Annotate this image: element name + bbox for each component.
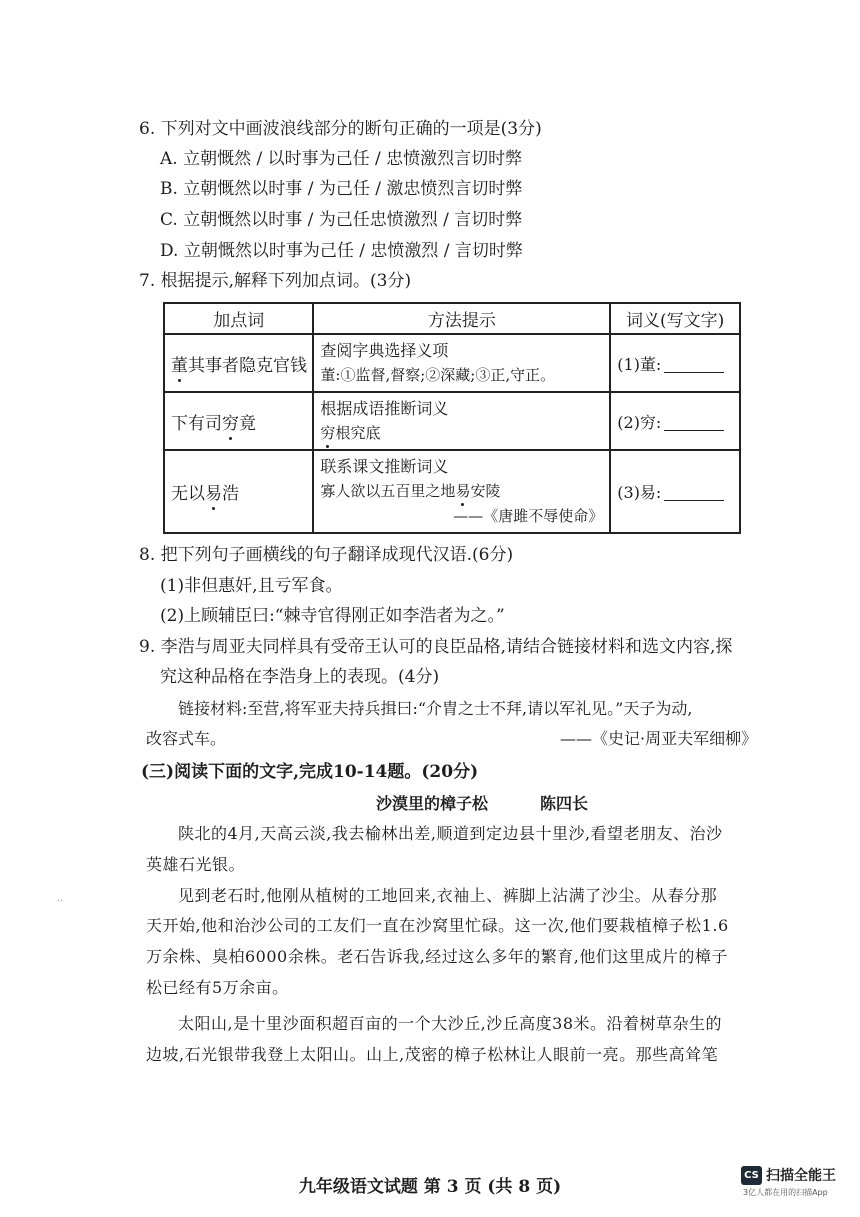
dotted-char: 穷 bbox=[222, 413, 239, 434]
article-paragraph-line: 万余株、臭柏6000余株。老石告诉我,经过这么多年的繁育,他们这里成片的樟子 bbox=[146, 947, 728, 966]
q9-material-line2: 改容式车。 bbox=[146, 729, 227, 748]
article-paragraph-line: 陕北的4月,天高云淡,我去榆林出差,顺道到定边县十里沙,看望老朋友、治沙 bbox=[178, 824, 723, 843]
article-paragraph-line: 英雄石光银。 bbox=[146, 855, 246, 874]
row3-hint bbox=[313, 450, 610, 533]
row3-hint-ex-a: 寡人欲以五百里之地 bbox=[320, 482, 456, 500]
table-row bbox=[164, 334, 740, 392]
q6-option-c: C. 立朝慨然以时事 / 为己任忠愤激烈 / 言切时弊 bbox=[160, 210, 523, 230]
row1-answer bbox=[610, 334, 740, 392]
row3-hint-source: ——《唐雎不辱使命》 bbox=[453, 507, 604, 525]
article-paragraph-line: 天开始,他和治沙公司的工友们一直在沙窝里忙碌。这一次,他们要栽植樟子松1.6 bbox=[146, 916, 729, 935]
row3-hint-title: 联系课文推断词义 bbox=[320, 457, 449, 476]
dotted-char: 易 bbox=[455, 482, 471, 500]
dotted-char: 穷 bbox=[320, 424, 336, 442]
article-paragraph-line: 太阳山,是十里沙面积超百亩的一个大沙丘,沙丘高度38米。沿着树草杂生的 bbox=[178, 1014, 723, 1033]
table-row bbox=[164, 450, 740, 533]
scanner-watermark bbox=[741, 1163, 853, 1197]
q8-item-1: (1)非但惠奸,且亏军食。 bbox=[160, 576, 343, 596]
row2-answer bbox=[610, 392, 740, 450]
article-paragraph-line: 边坡,石光银带我登上太阳山。山上,茂密的樟子松林让人眼前一亮。那些高耸笔 bbox=[146, 1045, 719, 1064]
watermark-name: 扫描全能王 bbox=[766, 1168, 836, 1184]
row2-hint-ex-c: 根究底 bbox=[335, 424, 381, 442]
article-paragraph-line: 见到老石时,他刚从植树的工地回来,衣袖上、裤脚上沾满了沙尘。从春分那 bbox=[178, 886, 718, 905]
row2-hint-title: 根据成语推断词义 bbox=[320, 399, 449, 418]
dotted-char: 易 bbox=[205, 484, 222, 504]
row3-word bbox=[164, 450, 313, 533]
row3-hint-example bbox=[320, 479, 603, 504]
q9-stem-line2: 究这种品格在李浩身上的表现。(4分) bbox=[160, 667, 440, 687]
row2-word bbox=[164, 392, 313, 450]
row2-hint-example bbox=[320, 421, 603, 446]
row3-word-c: 浩 bbox=[222, 484, 239, 504]
q9-material-line1: 链接材料:至营,将军亚夫持兵揖曰:“介胄之士不拜,请以军礼见。”天子为动, bbox=[178, 699, 693, 718]
row1-hint bbox=[313, 334, 610, 392]
row2-answer-label: (2)穷: bbox=[617, 412, 662, 432]
table-row bbox=[164, 392, 740, 450]
q9-stem-line1: 9. 李浩与周亚夫同样具有受帝王认可的良臣品格,请结合链接材料和选文内容,探 bbox=[139, 637, 733, 657]
q6-option-d: D. 立朝慨然以时事为己任 / 忠愤激烈 / 言切时弊 bbox=[160, 241, 523, 261]
answer-blank bbox=[664, 358, 724, 373]
article-author: 陈四长 bbox=[540, 794, 589, 813]
row3-answer-label: (3)易: bbox=[617, 483, 662, 502]
row1-answer-label: (1)董: bbox=[617, 354, 662, 374]
row2-word-a: 下有司 bbox=[171, 413, 222, 434]
q8-item-2: (2)上顾辅臣曰:“棘寺官得刚正如李浩者为之。” bbox=[160, 606, 505, 626]
page-footer: 九年级语文试题 第 3 页 (共 8 页) bbox=[298, 1177, 562, 1197]
q7-stem: 7. 根据提示,解释下列加点词。(3分) bbox=[139, 271, 412, 291]
row3-hint-ex-c: 安陵 bbox=[470, 482, 501, 500]
row2-hint bbox=[313, 392, 610, 450]
scan-speck: ·· bbox=[57, 896, 64, 907]
watermark-tagline: 3亿人都在用的扫描App bbox=[743, 1188, 828, 1197]
article-title: 沙漠里的樟子松 bbox=[376, 794, 489, 813]
row1-word-rest: 其事者隐克官钱 bbox=[188, 355, 307, 376]
section3-heading: (三)阅读下面的文字,完成10-14题。(20分) bbox=[141, 762, 479, 782]
row1-word bbox=[164, 334, 313, 392]
table-header-meaning: 词义(写文字) bbox=[610, 303, 740, 334]
q6-option-a: A. 立朝慨然 / 以时事为己任 / 忠愤激烈言切时弊 bbox=[160, 149, 523, 169]
q8-stem: 8. 把下列句子画横线的句子翻译成现代汉语.(6分) bbox=[139, 545, 514, 565]
vocab-table bbox=[163, 302, 741, 534]
row3-answer bbox=[610, 450, 740, 533]
cs-logo-icon: CS bbox=[741, 1166, 762, 1185]
q6-stem: 6. 下列对文中画波浪线部分的断句正确的一项是(3分) bbox=[139, 119, 542, 139]
article-paragraph-line: 松已经有5万余亩。 bbox=[146, 978, 289, 997]
table-header-method: 方法提示 bbox=[313, 303, 610, 334]
dotted-char: 董 bbox=[171, 355, 188, 376]
row1-hint-example: 董:①监督,督察;②深藏;③正,守正。 bbox=[320, 366, 556, 384]
table-header-word: 加点词 bbox=[164, 303, 313, 334]
q9-material-source: ——《史记·周亚夫军细柳》 bbox=[560, 729, 758, 748]
row3-word-a: 无以 bbox=[171, 484, 205, 504]
row2-word-c: 竟 bbox=[239, 413, 256, 434]
answer-blank bbox=[664, 416, 724, 431]
table-header-row bbox=[164, 303, 740, 334]
row1-hint-title: 查阅字典选择义项 bbox=[320, 341, 449, 360]
answer-blank bbox=[664, 486, 724, 501]
q6-option-b: B. 立朝慨然以时事 / 为己任 / 激忠愤烈言切时弊 bbox=[160, 179, 523, 199]
